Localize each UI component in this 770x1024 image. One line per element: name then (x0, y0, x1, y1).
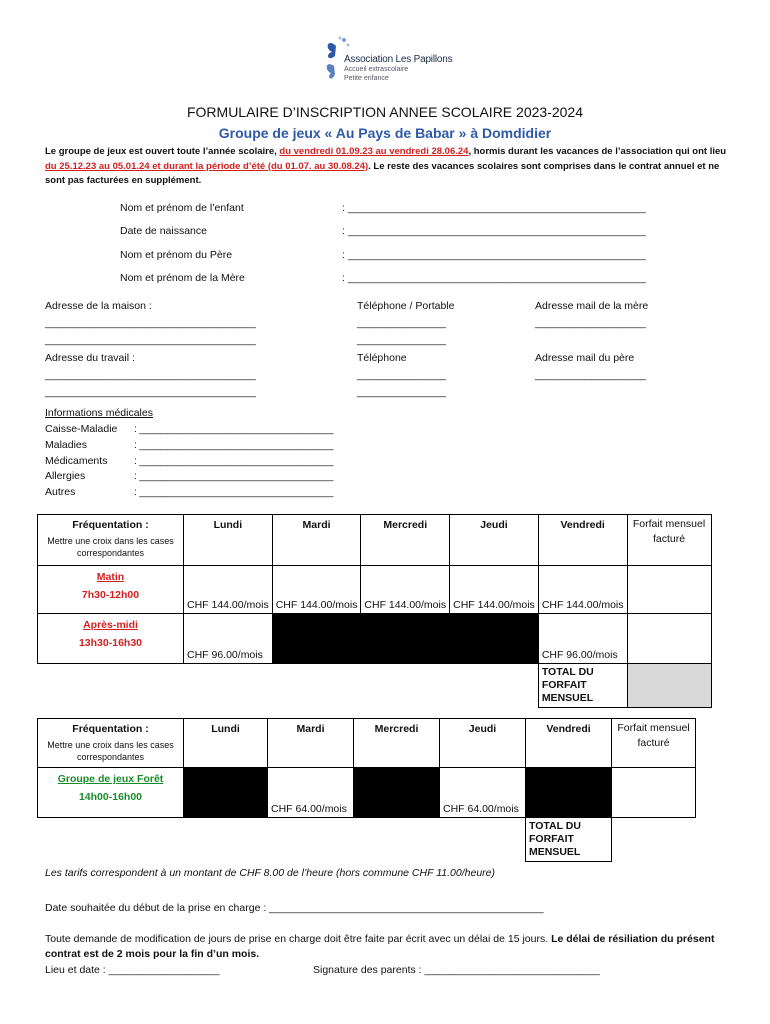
forest-thursday-cell[interactable]: CHF 64.00/mois (440, 768, 526, 818)
afternoon-tuesday-closed (272, 614, 361, 664)
work-address-label: Adresse du travail : (45, 352, 135, 364)
slot-morning (38, 566, 184, 614)
spacer (268, 818, 354, 862)
spacer (354, 818, 440, 862)
morning-friday-cell[interactable]: CHF 144.00/mois (538, 566, 627, 614)
home-address-label: Adresse de la maison : (45, 300, 152, 312)
association-logo (322, 36, 452, 88)
slot-afternoon-time: 13h30-16h30 (78, 637, 143, 649)
forest-friday-closed (526, 768, 612, 818)
attendance-table-main (37, 514, 712, 708)
spacer (450, 664, 539, 708)
intro-dates-open: du vendredi 01.09.23 au vendredi 28.06.24 (279, 146, 469, 157)
home-address-line-1[interactable]: ______________________________________ (45, 317, 256, 329)
medical-label-other: Autres (45, 486, 76, 498)
phone-line-2[interactable]: ________________ (357, 386, 446, 398)
morning-wednesday-cell[interactable]: CHF 144.00/mois (361, 566, 450, 614)
modification-text: Toute demande de modification de jours de prise en charge doit être faite par écrit avec un délai de 15 jours. (45, 933, 552, 945)
spacer (38, 664, 184, 708)
spacer (361, 664, 450, 708)
morning-monday-cell[interactable]: CHF 144.00/mois (184, 566, 273, 614)
afternoon-monday-cell[interactable]: CHF 96.00/mois (184, 614, 273, 664)
afternoon-wednesday-closed (361, 614, 450, 664)
child-name-label: Nom et prénom de l’enfant (120, 202, 244, 214)
intro-dates-holidays: du 25.12.23 au 05.01.24 et durant la période d’été (du 01.07. au 30.08.24) (45, 160, 369, 172)
child-name-field[interactable]: : ___________________________________________________ (342, 202, 646, 214)
day-header-friday: Vendredi (526, 719, 612, 768)
day-header-wednesday: Mercredi (354, 719, 440, 768)
medical-field-diseases[interactable]: : ___________________________________ (134, 439, 334, 451)
mobile-phone-label: Téléphone / Portable (357, 300, 455, 312)
father-email-line[interactable]: ____________________ (535, 369, 646, 381)
medical-label-diseases: Maladies (45, 439, 88, 451)
medical-label-insurance: Caisse-Maladie (45, 423, 118, 435)
forfait-header: Forfait mensuel facturé (627, 515, 711, 566)
spacer (272, 664, 361, 708)
slot-forest (38, 768, 184, 818)
mobile-phone-line-1[interactable]: ________________ (357, 317, 446, 329)
spacer (184, 664, 273, 708)
father-name-label: Nom et prénom du Père (120, 249, 233, 261)
spacer (612, 818, 696, 862)
afternoon-forfait-cell[interactable] (627, 614, 711, 664)
home-address-line-2[interactable]: ______________________________________ (45, 334, 256, 346)
birth-date-field[interactable]: : ___________________________________________________ (342, 225, 646, 237)
intro-paragraph (45, 145, 735, 189)
medical-field-allergies[interactable]: : ___________________________________ (134, 470, 334, 482)
forest-tuesday-cell[interactable]: CHF 64.00/mois (268, 768, 354, 818)
slot-morning-name: Matin (96, 571, 125, 583)
day-header-friday: Vendredi (538, 515, 627, 566)
medical-label-allergies: Allergies (45, 470, 86, 482)
logo-name: Association Les Papillons (344, 54, 453, 65)
day-header-tuesday: Mardi (272, 515, 361, 566)
freq-header-instructions: Mettre une croix dans les cases correspondantes (47, 740, 174, 762)
mother-name-field[interactable]: : ___________________________________________________ (342, 272, 646, 284)
mobile-phone-line-2[interactable]: ________________ (357, 334, 446, 346)
afternoon-friday-cell[interactable]: CHF 96.00/mois (538, 614, 627, 664)
forest-forfait-cell[interactable] (612, 768, 696, 818)
spacer (38, 818, 184, 862)
phone-line-1[interactable]: ________________ (357, 369, 446, 381)
place-date-field[interactable]: Lieu et date : ___________________ (45, 964, 220, 976)
page-title: FORMULAIRE D’INSCRIPTION ANNEE SCOLAIRE 2023-2024 (186, 104, 583, 120)
intro-text-2: , hormis durant les vacances de l’association qui ont lieu (468, 146, 727, 157)
slot-forest-name: Groupe de jeux Forêt (57, 773, 164, 785)
spacer (184, 818, 268, 862)
start-date-field[interactable]: Date souhaitée du début de la prise en charge : _______________________________________________ (45, 902, 544, 914)
total-value-cell-1[interactable] (627, 664, 711, 708)
work-address-line-1[interactable]: ______________________________________ (45, 369, 256, 381)
freq-header-2 (38, 719, 184, 768)
mother-email-line[interactable]: ____________________ (535, 317, 646, 329)
slot-afternoon-name: Après-midi (83, 619, 138, 631)
termination-notice: Le délai de résiliation du présent contrat est de 2 mois pour la fin d’un mois. (45, 933, 715, 960)
slot-forest-time: 14h00-16h00 (78, 791, 143, 803)
father-name-field[interactable]: : ___________________________________________________ (342, 249, 646, 261)
intro-text-3: . Le reste des vacances scolaires sont comprises dans le contrat annuel et ne sont pas facturées en supplément. (45, 160, 720, 186)
attendance-table-forest (37, 718, 696, 862)
intro-text-1: Le groupe de jeux est ouvert toute l’année scolaire, (45, 146, 280, 157)
freq-header-1 (38, 515, 184, 566)
mother-email-label: Adresse mail de la mère (535, 300, 649, 312)
afternoon-thursday-closed (450, 614, 539, 664)
total-label-2: TOTAL DU FORFAIT MENSUEL (526, 818, 612, 862)
forest-wednesday-closed (354, 768, 440, 818)
day-header-thursday: Jeudi (450, 515, 539, 566)
day-header-monday: Lundi (184, 515, 273, 566)
morning-tuesday-cell[interactable]: CHF 144.00/mois (272, 566, 361, 614)
morning-thursday-cell[interactable]: CHF 144.00/mois (450, 566, 539, 614)
phone-label: Téléphone (357, 352, 407, 364)
work-address-line-2[interactable]: ______________________________________ (45, 386, 256, 398)
freq-header-instructions: Mettre une croix dans les cases correspondantes (47, 536, 174, 558)
freq-header-label: Fréquentation : (72, 519, 149, 531)
freq-header-label: Fréquentation : (72, 723, 149, 735)
medical-info-title: Informations médicales (45, 407, 153, 419)
logo-line3: Petite enfance (344, 75, 389, 82)
day-header-wednesday: Mercredi (361, 515, 450, 566)
page-subtitle: Groupe de jeux « Au Pays de Babar » à Domdidier (218, 125, 552, 141)
morning-forfait-cell[interactable] (627, 566, 711, 614)
medical-field-insurance[interactable]: : ___________________________________ (134, 423, 334, 435)
forfait-header: Forfait mensuel facturé (612, 719, 696, 768)
day-header-monday: Lundi (184, 719, 268, 768)
birth-date-label: Date de naissance (120, 225, 207, 237)
medical-label-medication: Médicaments (45, 455, 108, 467)
parents-signature-field[interactable]: Signature des parents : ______________________________ (313, 964, 600, 976)
spacer (440, 818, 526, 862)
slot-afternoon (38, 614, 184, 664)
medical-field-medication[interactable]: : ___________________________________ (134, 455, 334, 467)
slot-morning-time: 7h30-12h00 (81, 589, 140, 601)
modification-paragraph (45, 932, 735, 962)
mother-name-label: Nom et prénom de la Mère (120, 272, 245, 284)
medical-field-other[interactable]: : ___________________________________ (134, 486, 334, 498)
tariff-note: Les tarifs correspondent à un montant de CHF 8.00 de l’heure (hors commune CHF 11.00/heure) (45, 867, 495, 879)
forest-monday-closed (184, 768, 268, 818)
day-header-tuesday: Mardi (268, 719, 354, 768)
total-label-1: TOTAL DU FORFAIT MENSUEL (538, 664, 627, 708)
father-email-label: Adresse mail du père (535, 352, 635, 364)
day-header-thursday: Jeudi (440, 719, 526, 768)
logo-line2: Accueil extrascolaire (344, 66, 409, 73)
